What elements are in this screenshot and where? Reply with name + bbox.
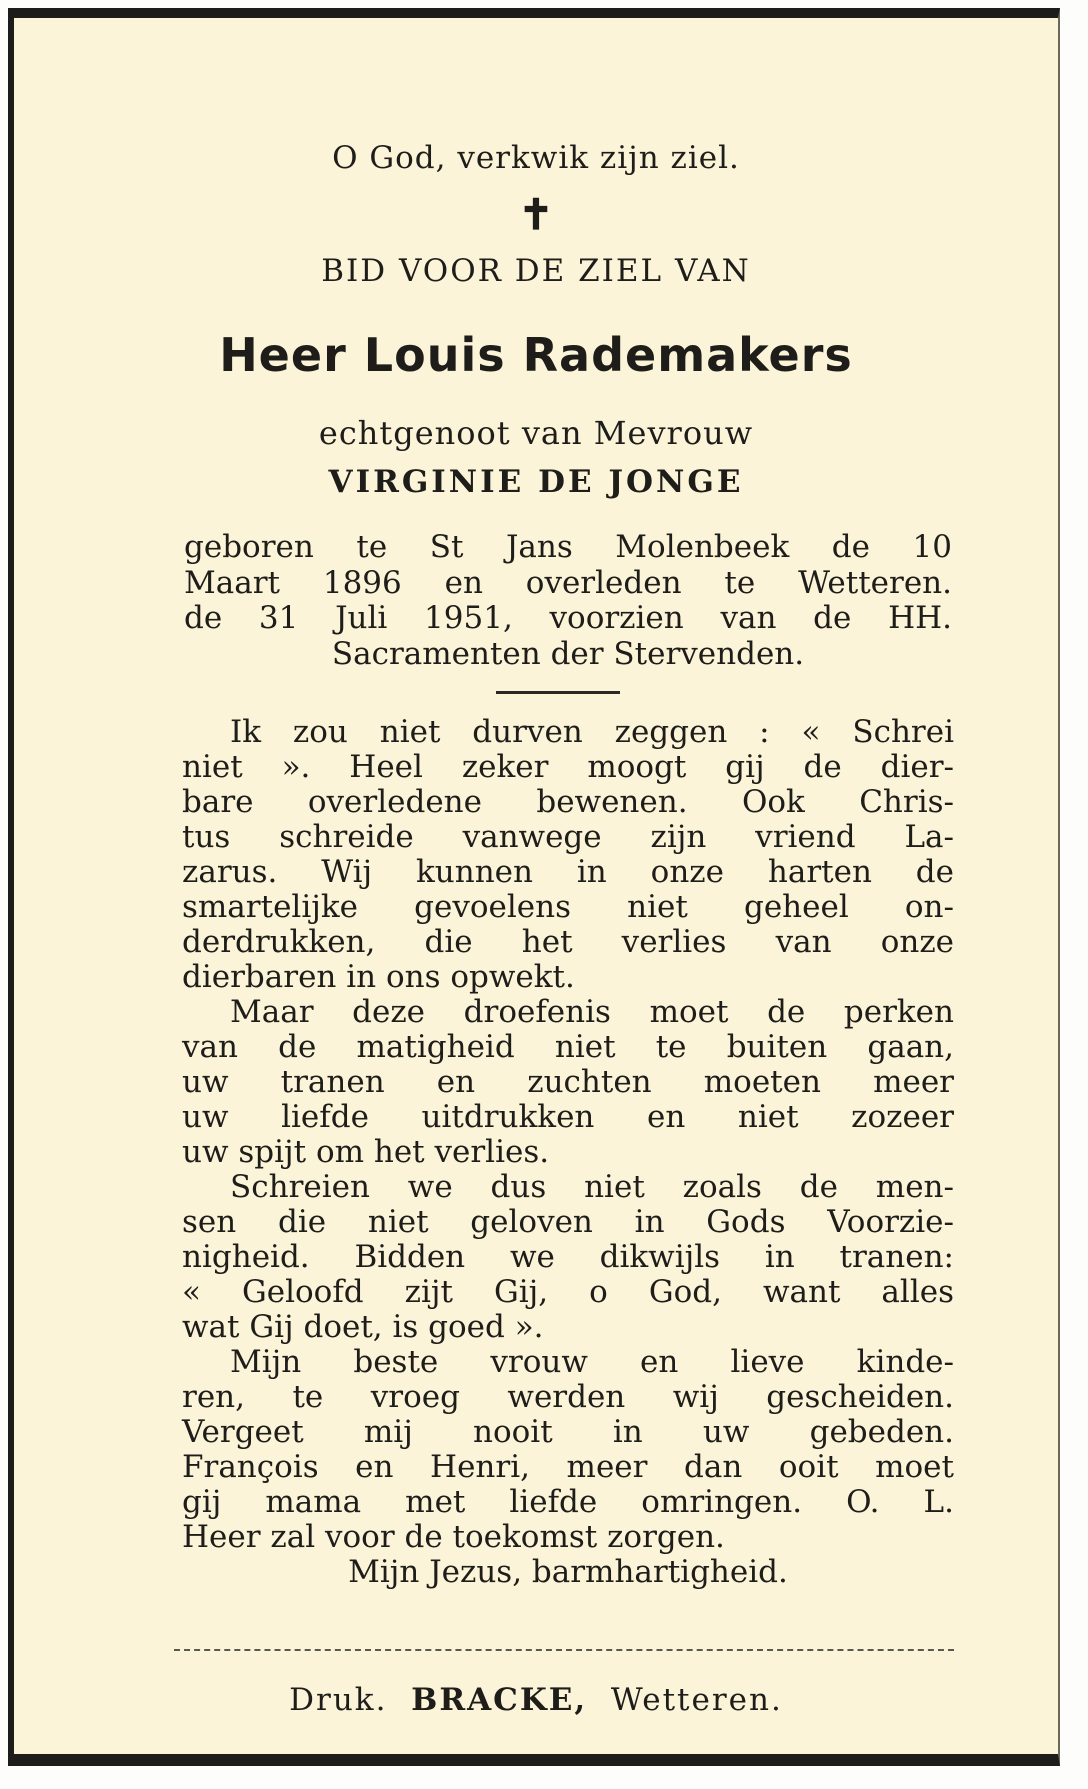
text-line: Maar deze droefenis moet de perken	[230, 994, 954, 1030]
text-line: Mijn beste vrouw en lieve kinde-	[230, 1344, 954, 1380]
memorial-text	[182, 715, 954, 1590]
text-line: uw spijt om het verlies.	[182, 1134, 550, 1170]
prayer-header: BID VOOR DE ZIEL VAN	[321, 253, 751, 289]
text-line: dierbaren in ons opwekt.	[182, 959, 575, 995]
spouse-intro: echtgenoot van Mevrouw	[318, 414, 754, 452]
spouse-name: VIRGINIE DE JONGE	[328, 464, 744, 500]
opening-prayer: O God, verkwik zijn ziel.	[332, 140, 740, 176]
cross-icon: ✝	[518, 190, 554, 239]
deceased-name: Heer Louis Rademakers	[219, 328, 853, 382]
text-line: Ik zou niet durven zeggen : « Schrei	[230, 714, 954, 750]
text-line: van de matigheid niet te buiten gaan,	[182, 1029, 954, 1065]
printer-city: Wetteren.	[610, 1682, 783, 1718]
text-line: nigheid. Bidden we dikwijls in tranen:	[182, 1239, 954, 1275]
text-line: bare overledene bewenen. Ook Chris-	[182, 784, 954, 820]
text-line: Vergeet mij nooit in uw gebeden.	[182, 1414, 954, 1450]
text-line: wat Gij doet, is goed ».	[182, 1309, 544, 1345]
bio-line: Sacramenten der Stervenden.	[331, 635, 805, 672]
biography	[184, 530, 952, 672]
footer-rule	[174, 1649, 954, 1651]
text-line: Schreien we dus niet zoals de men-	[230, 1169, 954, 1205]
bio-line: Maart 1896 en overleden te Wetteren.	[184, 564, 952, 601]
text-line: ren, te vroeg werden wij gescheiden.	[182, 1379, 954, 1415]
text-line: Heer zal voor de toekomst zorgen.	[182, 1519, 725, 1555]
bio-line: de 31 Juli 1951, voorzien van de HH.	[184, 600, 952, 636]
divider	[496, 691, 620, 694]
printer-prefix: Druk.	[289, 1682, 388, 1718]
bio-line: geboren te St Jans Molenbeek de 10	[184, 529, 952, 565]
text-line: zarus. Wij kunnen in onze harten de	[182, 854, 954, 890]
printer-credit	[14, 1682, 1058, 1718]
printer-name: BRACKE,	[411, 1682, 588, 1718]
memorial-card	[8, 8, 1060, 1766]
text-line: François en Henri, meer dan ooit moet	[182, 1449, 954, 1485]
text-line: sen die niet geloven in Gods Voorzie-	[182, 1204, 954, 1240]
text-line: smartelijke gevoelens niet geheel on-	[182, 889, 954, 925]
text-line: derdrukken, die het verlies van onze	[182, 924, 954, 960]
text-line: « Geloofd zijt Gij, o God, want alles	[182, 1274, 954, 1310]
text-line: gij mama met liefde omringen. O. L.	[182, 1484, 954, 1520]
closing-prayer: Mijn Jezus, barmhartigheid.	[348, 1554, 788, 1590]
text-line: tus schreide vanwege zijn vriend La-	[182, 819, 954, 855]
text-line: uw liefde uitdrukken en niet zozeer	[182, 1099, 954, 1135]
text-line: uw tranen en zuchten moeten meer	[182, 1064, 954, 1100]
text-line: niet ». Heel zeker moogt gij de dier-	[182, 749, 954, 785]
